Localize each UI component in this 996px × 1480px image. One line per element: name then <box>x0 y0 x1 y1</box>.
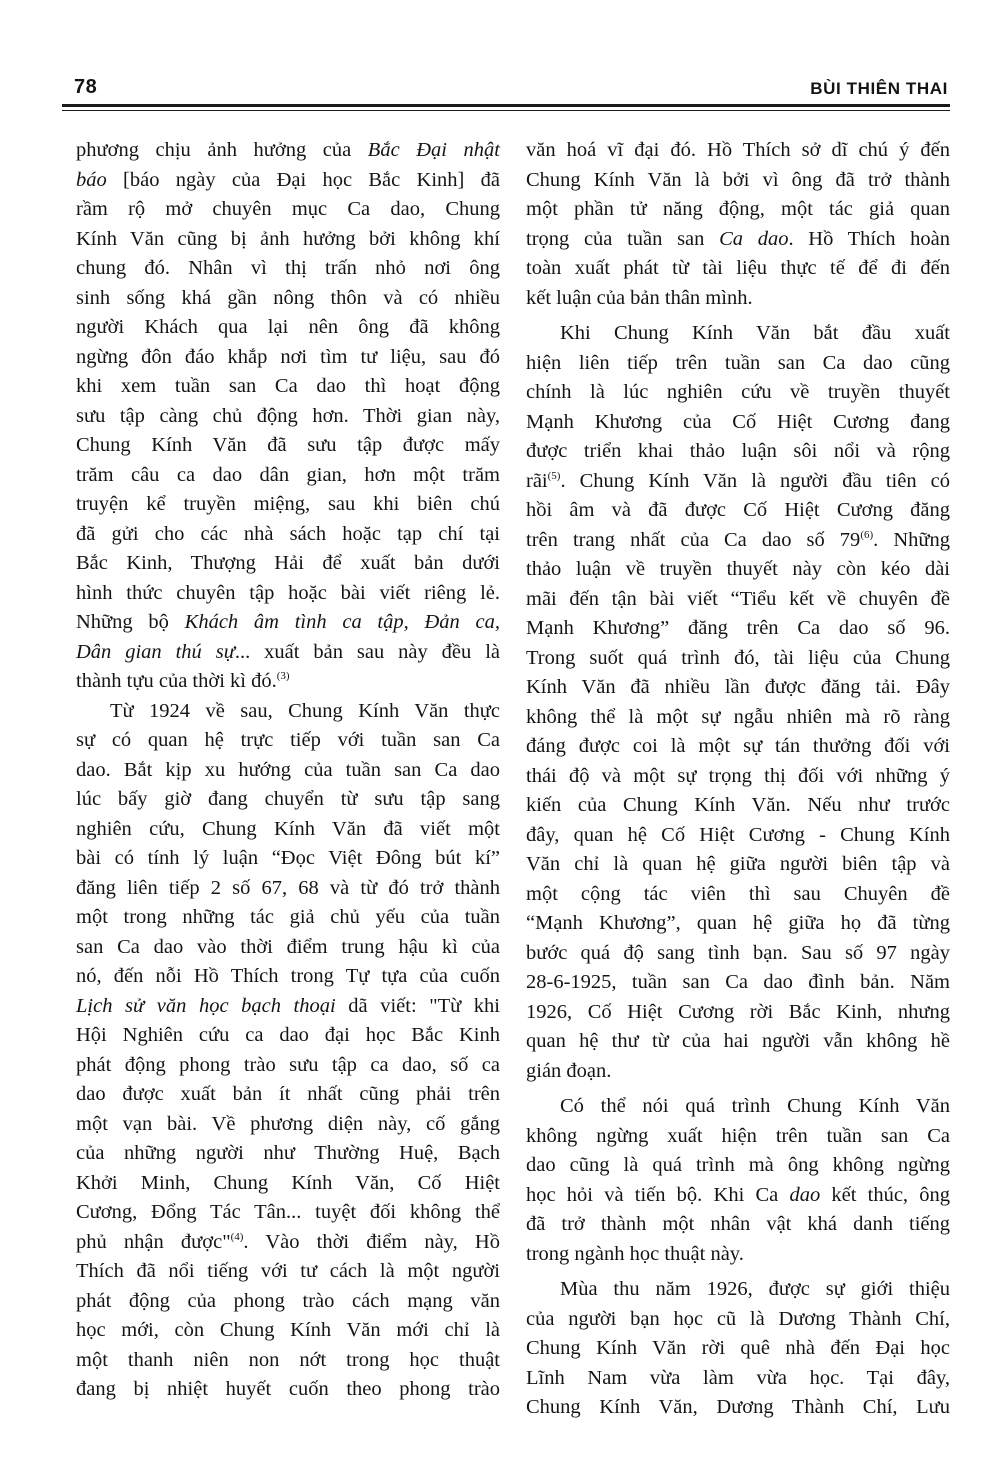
text-line: của người bạn học cũ là Dương Thành Chí, <box>526 1307 950 1330</box>
text-fragment: phủ nhận được" <box>76 1230 231 1253</box>
text-line: Lĩnh Nam vừa làm vừa học. Tại đây, <box>526 1366 950 1389</box>
text-line: Có thể nói quá trình Chung Kính Văn <box>560 1095 950 1117</box>
text-line: bước quá độ sang tình bạn. Sau số 97 ngày <box>526 941 950 964</box>
text-line: san Ca dao vào thời điểm trung hậu kì của <box>76 935 500 958</box>
left-column <box>76 136 500 1405</box>
text-line: dao cũng là quá trình mà ông không ngừng <box>526 1154 950 1176</box>
text-line: Kính Văn đã nhiều lần được đăng tải. Đây <box>526 676 950 698</box>
text-line: văn hoá vĩ đại đó. Hồ Thích sở dĩ chú ý đến <box>526 139 950 161</box>
italic-title: báo <box>76 168 107 191</box>
text-line: mãi đến tận bài viết “Tiểu kết về chuyên đề <box>526 587 950 610</box>
text-line: toàn xuất phát từ tài liệu thực tế để đi đến <box>526 257 950 279</box>
text-line: được triển khai thảo luận sôi nổi và rộng <box>526 440 950 462</box>
text-line: truyện kể truyền miệng, sau khi biên chú <box>76 493 500 515</box>
text-line <box>526 467 950 497</box>
text-line <box>526 225 950 255</box>
text-line: Khi Chung Kính Văn bắt đầu xuất <box>560 322 950 344</box>
text-line <box>76 136 500 166</box>
text-line: một trong những tác giả chủ yếu của tuần <box>76 906 500 928</box>
text-line: phát động phong trào sưu tập ca dao, số ca <box>76 1053 500 1076</box>
italic-title: dao <box>789 1183 821 1206</box>
text-line: đã gửi cho các nhà sách hoặc tạp chí tại <box>76 522 500 545</box>
text-line: lúc bấy giờ đang chuyển từ sưu tập sang <box>76 788 500 810</box>
text-line: phát động của phong trào cách mạng văn <box>76 1289 500 1312</box>
text-line: đăng liên tiếp 2 số 67, 68 và từ đó trở thành <box>76 876 500 899</box>
text-line: Chung Kính Văn rời quê nhà đến Đại học <box>526 1337 950 1359</box>
text-fragment: kết thúc, ông <box>820 1183 951 1206</box>
text-line: Chung Kính Văn là bởi vì ông đã trở thành <box>526 168 950 191</box>
text-line: sưu tập càng chủ động hơn. Thời gian này, <box>76 404 500 427</box>
italic-title: Lịch sử văn học bạch thoại <box>76 994 336 1017</box>
text-line: một thanh niên non nớt trong học thuật <box>76 1348 500 1371</box>
text-line: đáng được coi là một sự tán thưởng đối với <box>526 735 950 757</box>
text-line: Cương, Đổng Tác Tân... tuyệt đối không thể <box>76 1201 500 1223</box>
italic-title: Bắc Đại nhật <box>367 139 500 161</box>
text-line: thái độ và một sự trọng thị đối với những ý <box>526 764 950 787</box>
text-line: bài có tính lý luận “Đọc Việt Đông bút kí” <box>76 847 500 869</box>
text-line: nó, đến nỗi Hồ Thích trong Tự tựa của cuốn <box>76 965 500 987</box>
text-line: hiện liên tiếp trên tuần san Ca dao cũng <box>526 351 950 374</box>
text-line: đây, quan hệ Cố Hiệt Cương - Chung Kính <box>526 823 950 846</box>
right-column <box>526 136 950 1423</box>
text-line: rầm rộ mở chuyên mục Ca dao, Chung <box>76 198 500 220</box>
text-line: kiến của Chung Kính Văn. Nếu như trước <box>526 794 950 816</box>
text-line: Trong suốt quá trình đó, tài liệu của Chung <box>526 646 950 669</box>
text-line: Mùa thu năm 1926, được sự giới thiệu <box>560 1278 950 1300</box>
text-line: Mạnh Khương” đăng trên Ca dao số 96. <box>526 617 950 639</box>
text-fragment: . Hồ Thích hoàn <box>788 227 950 250</box>
text-fragment: phương chịu ảnh hưởng của <box>76 139 368 161</box>
text-line: gián đoạn. <box>526 1059 612 1082</box>
text-fragment: học hỏi và tiến bộ. Khi Ca <box>526 1183 790 1206</box>
text-line: chung đó. Nhân vì thị trấn nhỏ nơi ông <box>76 257 500 279</box>
text-line: Thích đã nổi tiếng với tư cách là một người <box>76 1260 500 1282</box>
text-fragment: dã viết: "Từ khi <box>335 994 501 1017</box>
text-line <box>76 608 500 638</box>
text-line: một phần tử năng động, một tác giả quan <box>526 198 950 220</box>
text-line: ngừng đôn đáo khắp nơi tìm tư liệu, sau đó <box>76 345 500 368</box>
header-rule-thick <box>62 104 950 107</box>
text-line <box>526 1181 950 1211</box>
text-fragment: [báo ngày của Đại học Bắc Kinh] đã <box>106 168 500 191</box>
text-line: sinh sống khá gần nông thôn và có nhiều <box>76 286 500 309</box>
text-line: không thể là một sự ngẫu nhiên mà rõ ràng <box>526 705 950 728</box>
text-line <box>76 667 500 697</box>
text-line: trăm câu ca dao dân gian, hơn một trăm <box>76 463 500 486</box>
text-line: Mạnh Khương của Cố Hiệt Cương đang <box>526 410 950 433</box>
text-line: Từ 1924 về sau, Chung Kính Văn thực <box>110 699 500 722</box>
footnote-marker: (3) <box>276 670 290 683</box>
footnote-marker: (5) <box>547 469 561 482</box>
text-line: của những người như Thường Huệ, Bạch <box>76 1142 500 1164</box>
text-line: Chung Kính Văn, Dương Thành Chí, Lưu <box>526 1396 950 1418</box>
text-line: 28-6-1925, tuần san Ca dao đình bản. Năm <box>526 971 950 993</box>
text-line <box>76 638 500 668</box>
text-fragment: ... xuất bản sau này đều là <box>234 640 500 663</box>
text-line: một cộng tác viên thì sau Chuyên đề <box>526 882 950 905</box>
running-head: BÙI THIÊN THAI <box>810 79 948 98</box>
footnote-marker: (4) <box>230 1230 244 1243</box>
text-line: Kính Văn cũng bị ảnh hưởng bởi không khí <box>76 227 500 250</box>
text-fragment: . Những <box>873 528 950 551</box>
text-line: sự có quan hệ trực tiếp với tuần san Ca <box>76 729 500 751</box>
text-line: đã trở thành một nhân vật khá danh tiếng <box>526 1213 950 1235</box>
text-line: người Khách qua lại nên ông đã không <box>76 316 500 338</box>
text-fragment: rãi <box>526 469 548 492</box>
text-line: trong ngành học thuật này. <box>526 1242 744 1265</box>
text-fragment: trọng của tuần san <box>526 227 720 250</box>
text-line: học mới, còn Chung Kính Văn mới chỉ là <box>76 1319 500 1341</box>
italic-title: Ca dao <box>719 227 789 250</box>
italic-title: Dân gian thú sự <box>76 640 235 663</box>
text-line: đang bị nhiệt huyết cuốn theo phong trào <box>76 1378 500 1400</box>
text-line <box>526 526 950 556</box>
text-fragment: trên trang nhất của Ca dao số 79 <box>526 528 861 551</box>
text-fragment: thành tựu của thời kì đó. <box>76 670 277 692</box>
text-line: Chung Kính Văn đã sưu tập được mấy <box>76 434 500 456</box>
italic-title: Khách âm tình ca tập, Đản ca, <box>184 611 501 633</box>
page-header <box>62 76 950 102</box>
text-line: một vạn bài. Về phương diện này, cố gắng <box>76 1112 500 1135</box>
footnote-marker: (6) <box>860 528 874 541</box>
text-line: chính là lúc nghiên cứu về truyền thuyết <box>526 381 950 403</box>
text-line: không ngừng xuất hiện trên tuần san Ca <box>526 1124 950 1147</box>
text-fragment: Những bộ <box>76 611 185 633</box>
text-line: dao được xuất bản ít nhất cũng phải trên <box>76 1083 500 1105</box>
text-line: Bắc Kinh, Thượng Hải để xuất bản dưới <box>76 552 500 574</box>
header-rule-thin <box>62 110 950 111</box>
text-line: “Mạnh Khương”, quan hệ giữa họ đã từng <box>526 912 950 934</box>
text-line: dao. Bắt kịp xu hướng của tuần san Ca dao <box>76 758 500 781</box>
text-fragment: . Chung Kính Văn là người đầu tiên có <box>560 469 950 492</box>
text-line <box>76 1228 500 1258</box>
text-line: Văn chỉ là quan hệ giữa người biên tập và <box>526 853 950 875</box>
text-line <box>76 166 500 196</box>
text-fragment: . Vào thời điểm này, Hồ <box>243 1230 500 1253</box>
text-line: thảo luận về truyền thuyết này còn kéo dài <box>526 558 950 580</box>
text-line: hình thức chuyên tập hoặc bài viết riêng lẻ. <box>76 581 500 604</box>
text-line: nghiên cứu, Chung Kính Văn đã viết một <box>76 817 500 840</box>
text-line: Khởi Minh, Chung Kính Văn, Cố Hiệt <box>76 1171 500 1194</box>
text-line: 1926, Cố Hiệt Cương rời Bắc Kinh, nhưng <box>526 1000 950 1023</box>
page-number: 78 <box>74 76 98 98</box>
text-line: kết luận của bản thân mình. <box>526 286 753 309</box>
text-line <box>76 992 500 1022</box>
text-line: khi xem tuần san Ca dao thì hoạt động <box>76 375 500 397</box>
text-line: quan hệ thư từ của hai người vẫn không hề <box>526 1030 950 1052</box>
text-line: Hội Nghiên cứu ca dao đại học Bắc Kinh <box>76 1024 500 1046</box>
text-line: hồi âm và đã được Cố Hiệt Cương đăng <box>526 499 950 521</box>
